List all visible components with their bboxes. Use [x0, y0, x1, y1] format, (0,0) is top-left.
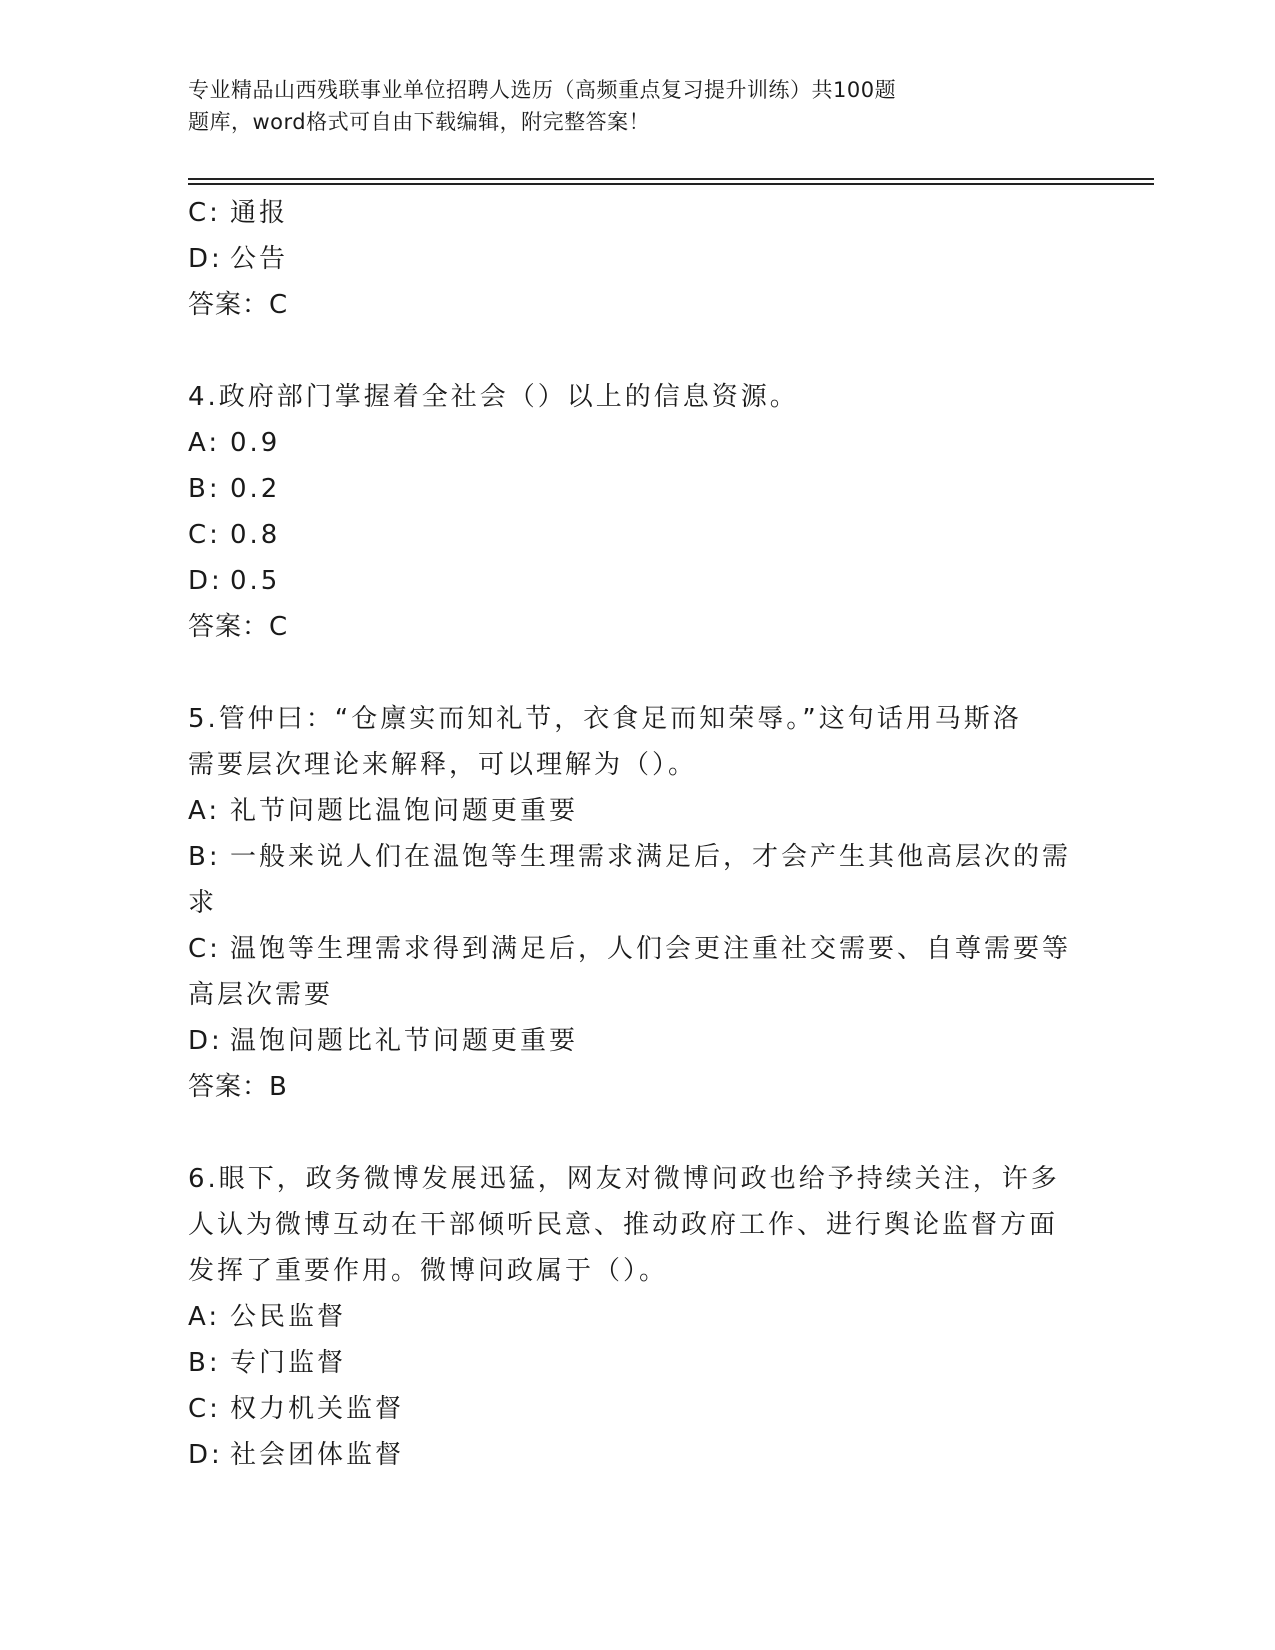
option-text: 社会团体监督 [230, 1440, 405, 1470]
option-row [188, 1432, 1088, 1478]
question-stem: 4.政府部门掌握着全社会（）以上的信息资源。 [188, 382, 799, 412]
option-key: C: [188, 1394, 221, 1424]
option-row [188, 420, 1088, 466]
question-stem-cont: 发挥了重要作用。微博问政属于（）。 [188, 1256, 669, 1286]
question-stem: 6.眼下，政务微博发展迅猛，网友对微博问政也给予持续关注，许多 [188, 1164, 1060, 1194]
option-text: 通报 [230, 198, 289, 228]
option-row [188, 512, 1088, 558]
option-key: C: [188, 520, 221, 550]
option-text: 公民监督 [230, 1302, 347, 1332]
option-row [188, 1340, 1088, 1386]
header-rule-bottom [188, 183, 1154, 185]
option-text: 温饱问题比礼节问题更重要 [230, 1026, 579, 1056]
option-key: B: [188, 842, 221, 872]
option-text: 权力机关监督 [230, 1394, 405, 1424]
option-key: D: [188, 1440, 223, 1470]
header-line-1: 专业精品山西残联事业单位招聘人选历（高频重点复习提升训练）共100题 [188, 78, 897, 102]
option-key: D: [188, 566, 223, 596]
answer-line: 答案：C [188, 290, 289, 320]
option-row [188, 190, 1088, 236]
question-stem-cont: 需要层次理论来解释，可以理解为（）。 [188, 750, 698, 780]
option-key: A: [188, 1302, 221, 1332]
option-text: 礼节问题比温饱问题更重要 [230, 796, 579, 826]
option-text-cont: 求 [188, 888, 218, 918]
question-stem: 5.管仲曰：“仓廪实而知礼节，衣食足而知荣辱。”这句话用马斯洛 [188, 704, 1022, 734]
option-text-cont: 高层次需要 [188, 980, 334, 1010]
header-line-2: 题库，word格式可自由下载编辑，附完整答案！ [188, 110, 651, 134]
option-text: 专门监督 [230, 1348, 347, 1378]
option-row [188, 1294, 1088, 1340]
option-key: D: [188, 244, 223, 274]
option-row [188, 466, 1088, 512]
option-key: C: [188, 198, 221, 228]
answer-line: 答案：B [188, 1072, 288, 1102]
option-key: B: [188, 474, 221, 504]
option-row [188, 1018, 1088, 1064]
option-text: 0.9 [230, 428, 281, 458]
question-content [188, 190, 1088, 1478]
option-key: D: [188, 1026, 223, 1056]
option-text: 温饱等生理需求得到满足后，人们会更注重社交需要、自尊需要等 [230, 934, 1072, 964]
option-text: 公告 [230, 244, 289, 274]
option-text: 0.8 [230, 520, 281, 550]
header-rule-top [188, 178, 1154, 180]
document-header [188, 74, 1048, 138]
option-key: C: [188, 934, 221, 964]
option-text: 一般来说人们在温饱等生理需求满足后，才会产生其他高层次的需 [230, 842, 1072, 872]
option-row [188, 1386, 1088, 1432]
option-row [188, 236, 1088, 282]
question-stem-cont: 人认为微博互动在干部倾听民意、推动政府工作、进行舆论监督方面 [188, 1210, 1059, 1240]
option-row [188, 834, 1088, 880]
option-key: A: [188, 796, 221, 826]
option-key: A: [188, 428, 221, 458]
option-row [188, 788, 1088, 834]
option-row [188, 558, 1088, 604]
option-row [188, 926, 1088, 972]
answer-line: 答案：C [188, 612, 289, 642]
option-text: 0.5 [230, 566, 281, 596]
option-key: B: [188, 1348, 221, 1378]
option-text: 0.2 [230, 474, 281, 504]
